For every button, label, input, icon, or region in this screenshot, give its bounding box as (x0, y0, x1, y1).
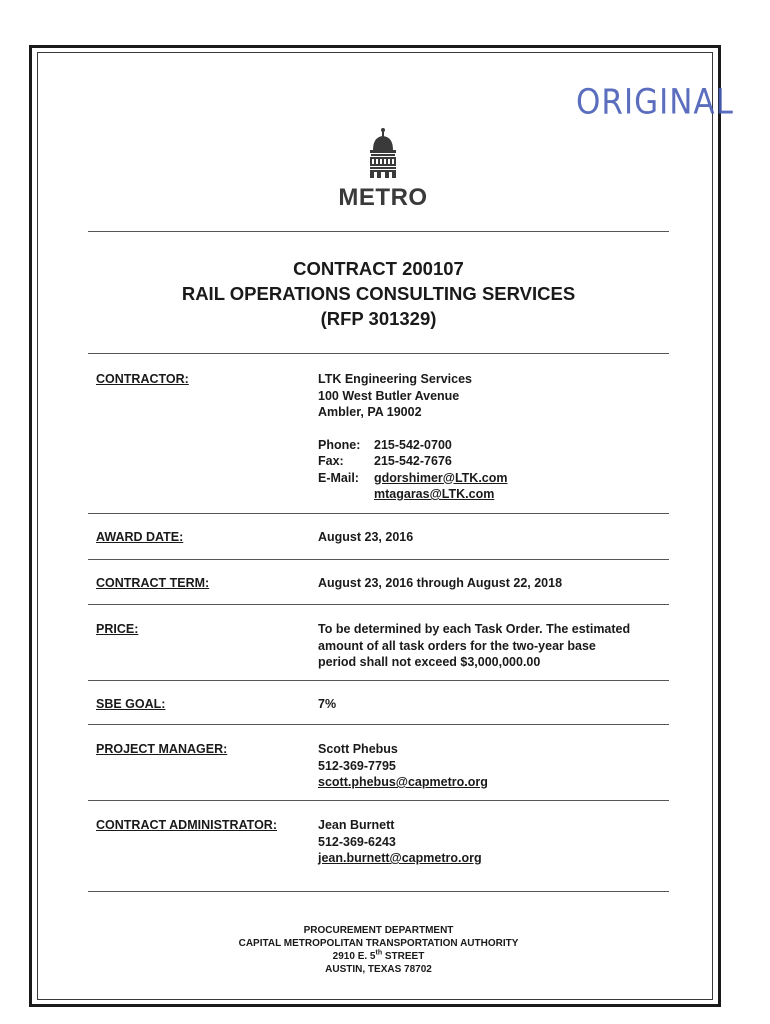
price-line-2: amount of all task orders for the two-year base (318, 638, 596, 653)
contractor-contact (318, 437, 508, 503)
contract-administrator-email-link[interactable]: jean.burnett@capmetro.org (318, 851, 482, 865)
price-line-3: period shall not exceed $3,000,000.00 (318, 655, 541, 669)
contract-term-text: August 23, 2016 through August 22, 2018 (318, 576, 563, 590)
fax-label: Fax: (318, 454, 344, 468)
contractor-label: CONTRACTOR: (96, 372, 189, 386)
award-date-label: AWARD DATE: (96, 530, 184, 544)
project-manager-email-link[interactable]: scott.phebus@capmetro.org (318, 775, 488, 789)
divider (88, 559, 669, 560)
contractor-info (318, 371, 508, 503)
divider (88, 891, 669, 892)
footer-line-2: CAPITAL METROPOLITAN TRANSPORTATION AUTHORITY (238, 938, 519, 949)
sbe-goal-text: 7% (318, 697, 337, 711)
sbe-goal-value (318, 696, 336, 713)
fax-value: 215-542-7676 (374, 454, 452, 468)
email-link-1[interactable]: gdorshimer@LTK.com (374, 470, 508, 485)
metro-logo (335, 126, 431, 212)
price-value (318, 621, 630, 671)
project-manager-phone: 512-369-7795 (318, 758, 396, 773)
project-manager-name: Scott Phebus (318, 742, 398, 756)
document-title (88, 256, 669, 331)
contractor-address-1: 100 West Butler Avenue (318, 388, 460, 403)
street-name: STREET (382, 951, 425, 962)
price-label: PRICE: (96, 622, 139, 636)
contract-term-value (318, 575, 562, 592)
contractor-name: LTK Engineering Services (318, 372, 472, 386)
award-date-text: August 23, 2016 (318, 530, 414, 544)
phone-label: Phone: (318, 437, 361, 452)
original-stamp: ORIGINAL (576, 82, 734, 123)
divider (88, 231, 669, 232)
title-line-2: RAIL OPERATIONS CONSULTING SERVICES (181, 283, 576, 304)
logo-text: METRO (338, 184, 428, 211)
capitol-dome-icon (363, 126, 403, 182)
phone-value: 215-542-0700 (374, 437, 452, 452)
contract-term-label: CONTRACT TERM: (96, 576, 210, 590)
divider (88, 680, 669, 681)
divider (88, 513, 669, 514)
price-line-1: To be determined by each Task Order. The estimated (318, 622, 631, 636)
award-date-value (318, 529, 413, 546)
project-manager-info (318, 741, 488, 791)
sbe-goal-label: SBE GOAL: (96, 697, 166, 711)
footer-line-3 (88, 950, 669, 963)
contract-administrator-name: Jean Burnett (318, 818, 395, 832)
divider (88, 353, 669, 354)
contract-administrator-info (318, 817, 482, 867)
title-line-3: (RFP 301329) (320, 308, 437, 329)
contract-administrator-label: CONTRACT ADMINISTRATOR: (96, 818, 277, 832)
street-ordinal: th (375, 949, 383, 957)
divider (88, 724, 669, 725)
email-label: E-Mail: (318, 470, 359, 485)
contract-administrator-phone: 512-369-6243 (318, 834, 396, 849)
divider (88, 800, 669, 801)
footer-line-1: PROCUREMENT DEPARTMENT (303, 925, 454, 936)
title-line-1: CONTRACT 200107 (293, 258, 464, 279)
contractor-address-2: Ambler, PA 19002 (318, 405, 422, 419)
project-manager-label: PROJECT MANAGER: (96, 742, 228, 756)
footer-line-4: AUSTIN, TEXAS 78702 (325, 964, 432, 975)
divider (88, 604, 669, 605)
street-number: 2910 E. 5 (332, 951, 376, 962)
email-link-2[interactable]: mtagaras@LTK.com (374, 487, 495, 501)
footer-address (88, 924, 669, 976)
